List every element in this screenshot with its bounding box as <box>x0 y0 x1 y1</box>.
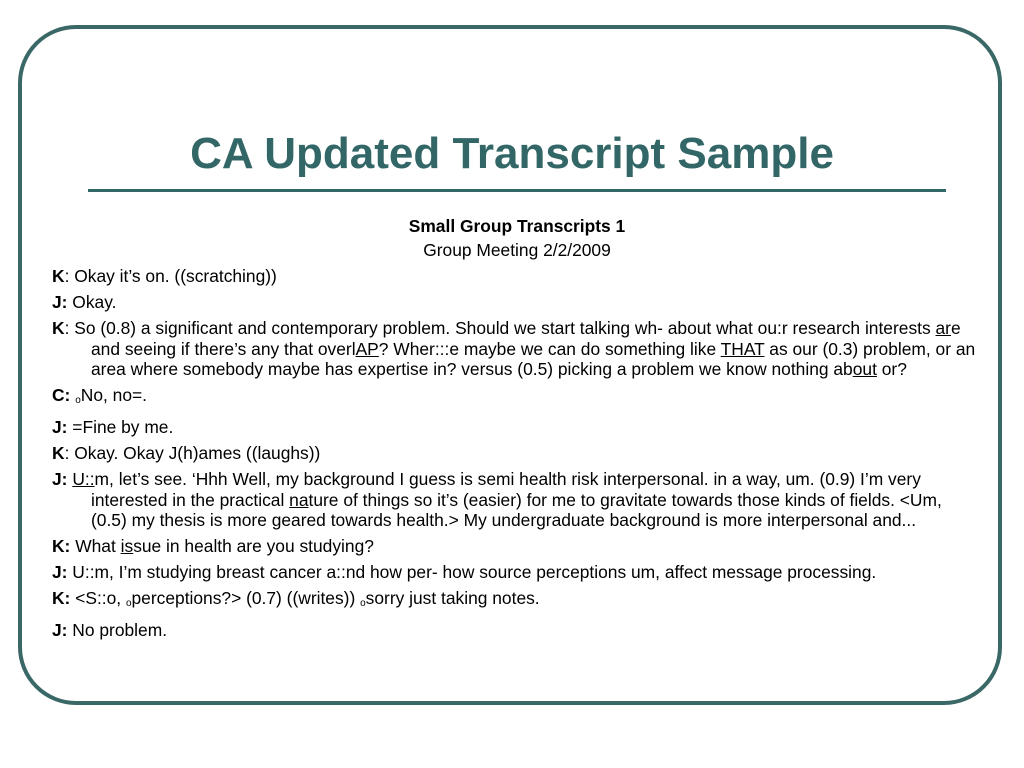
stressed-text: na <box>289 489 309 510</box>
stressed-text: AP <box>355 338 379 359</box>
speaker-label: K: <box>52 536 71 556</box>
quiet-speech-marker: o <box>360 598 366 609</box>
transcript-turn <box>52 292 982 313</box>
stressed-text: ar <box>935 318 951 338</box>
stressed-text: out <box>852 359 877 379</box>
stressed-text: THAT <box>720 338 765 359</box>
utterance-text: ? Wher:::e maybe we can do something like <box>378 338 721 359</box>
utterance-text: : So (0.8) a significant and contemporary problem. Should we start talking wh- about what ou:r research interests <box>64 318 936 338</box>
utterance-text: No, no=. <box>80 385 147 405</box>
utterance-text: or? <box>876 359 907 379</box>
transcript-turn <box>52 443 982 464</box>
speaker-label: K <box>52 318 65 338</box>
transcript-turn <box>52 318 982 380</box>
quiet-speech-marker: o <box>75 395 81 406</box>
transcript-heading: Small Group Transcripts 1 <box>408 216 626 236</box>
utterance-text: perceptions?> (0.7) ((writes)) <box>131 588 361 608</box>
speaker-label: J: <box>52 417 68 437</box>
speaker-label: J: <box>52 292 68 312</box>
speaker-label: J: <box>52 620 68 640</box>
title-underline <box>88 189 946 192</box>
transcript-turn <box>52 536 982 557</box>
transcript-turn <box>52 562 982 583</box>
utterance-text: m, let’s see. ‘Hhh Well, my background I guess is semi health risk interpersonal. in a way, um. (0.9) I’m very interested in the practical <box>91 469 921 510</box>
transcript-turn <box>52 417 982 438</box>
speaker-label: C: <box>52 385 71 405</box>
speaker-label: K <box>52 266 65 286</box>
utterance-text: sue in health are you studying? <box>133 536 374 556</box>
utterance-text: : Okay. Okay J(h)ames ((laughs)) <box>64 443 321 463</box>
stressed-text: is <box>120 536 134 556</box>
speaker-label: K <box>52 443 65 463</box>
transcript-turn <box>52 385 982 412</box>
utterance-text: sorry just taking notes. <box>365 588 540 608</box>
transcript-turn <box>52 620 982 641</box>
utterance-text: as our (0.3) problem, or an area where somebody maybe has expertise in? versus (0.5) picking a problem we know nothing ab <box>91 338 976 379</box>
utterance-text: =Fine by me. <box>67 417 174 437</box>
utterance-text: ture of things so it’s (easier) for me to gravitate towards those kinds of fields. <Um, (0.5) my thesis is more geared towards health.> My undergraduate background is more interpersonal and... <box>91 489 942 530</box>
utterance-text: What <box>70 536 121 556</box>
slide-title: CA Updated Transcript Sample <box>190 129 834 178</box>
utterance-text: No problem. <box>67 620 168 640</box>
utterance-text: : Okay it’s on. ((scratching)) <box>64 266 277 286</box>
utterance-text: U::m, I’m studying breast cancer a::nd how per- how source perceptions um, affect message processing. <box>67 562 877 582</box>
speaker-label: J: <box>52 562 68 582</box>
stressed-text: U:: <box>72 469 95 489</box>
transcript-body <box>52 216 982 646</box>
quiet-speech-marker: o <box>125 598 132 609</box>
speaker-label: J: <box>52 469 68 489</box>
utterance-text: e and seeing if there’s any that overl <box>91 318 961 359</box>
utterance-text: <S::o, <box>70 588 126 608</box>
utterance-text: Okay. <box>67 292 117 312</box>
transcript-turn <box>52 266 982 287</box>
speaker-label: K: <box>52 588 71 608</box>
transcript-turn <box>52 469 982 531</box>
transcript-turn <box>52 588 982 615</box>
meeting-date: Group Meeting 2/2/2009 <box>423 240 611 260</box>
